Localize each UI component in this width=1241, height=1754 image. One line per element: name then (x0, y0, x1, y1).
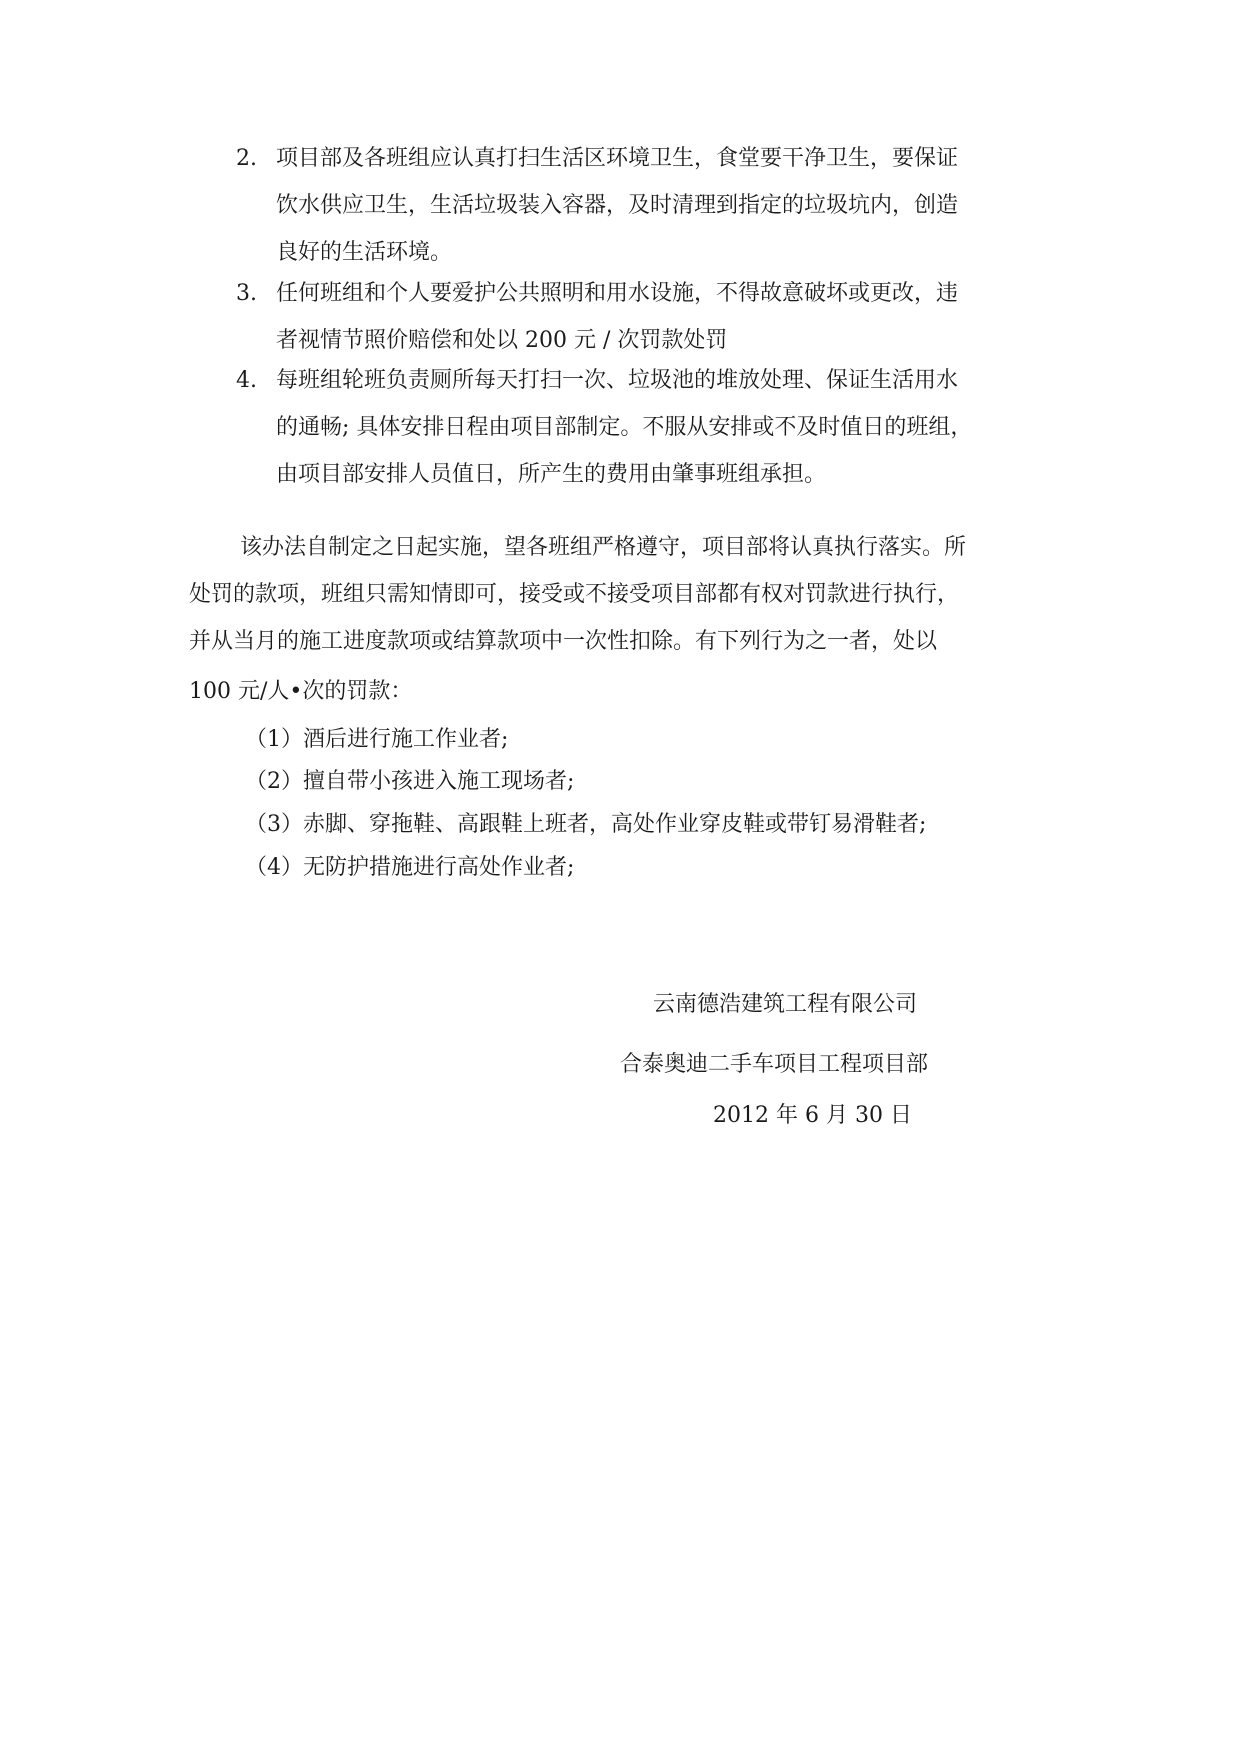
item-number: 4. (236, 368, 257, 393)
item-line: 者视情节照价赔偿和处以 200 元 / 次罚款处罚 (276, 328, 728, 353)
item-line: 的通畅; 具体安排日程由项目部制定。不服从安排或不及时值日的班组， (276, 415, 973, 440)
department-name: 合泰奥迪二手车项目工程项目部 (620, 1052, 929, 1077)
paragraph-line: 处罚的款项，班组只需知情即可，接受或不接受项目部都有权对罚款进行执行， (189, 582, 960, 607)
item-line: 项目部及各班组应认真打扫生活区环境卫生，食堂要干净卫生，要保证 (276, 146, 959, 171)
item-line: 每班组轮班负责厕所每天打扫一次、垃圾池的堆放处理、保证生活用水 (276, 368, 959, 393)
item-number: 2. (236, 146, 257, 171)
penalty-item: （3）赤脚、穿拖鞋、高跟鞋上班者，高处作业穿皮鞋或带钉易滑鞋者; (245, 812, 927, 837)
penalty-item: （4）无防护措施进行高处作业者; (245, 855, 575, 880)
item-line: 饮水供应卫生，生活垃圾装入容器，及时清理到指定的垃圾坑内，创造 (276, 193, 959, 218)
paragraph-line: 并从当月的施工进度款项或结算款项中一次性扣除。有下列行为之一者，处以 (189, 629, 938, 654)
paragraph-line: 该办法自制定之日起实施，望各班组严格遵守，项目部将认真执行落实。所 (240, 535, 967, 560)
penalty-item: （2）擅自带小孩进入施工现场者; (245, 769, 575, 794)
company-name: 云南德浩建筑工程有限公司 (653, 992, 918, 1017)
item-line: 良好的生活环境。 (276, 240, 453, 265)
item-number: 3. (236, 281, 257, 306)
paragraph-line: 100 元/人•次的罚款： (189, 679, 413, 704)
item-line: 由项目部安排人员值日，所产生的费用由肇事班组承担。 (276, 462, 827, 487)
document-date: 2012 年 6 月 30 日 (713, 1103, 912, 1128)
penalty-item: （1）酒后进行施工作业者; (245, 727, 509, 752)
item-line: 任何班组和个人要爱护公共照明和用水设施，不得故意破坏或更改，违 (276, 281, 959, 306)
